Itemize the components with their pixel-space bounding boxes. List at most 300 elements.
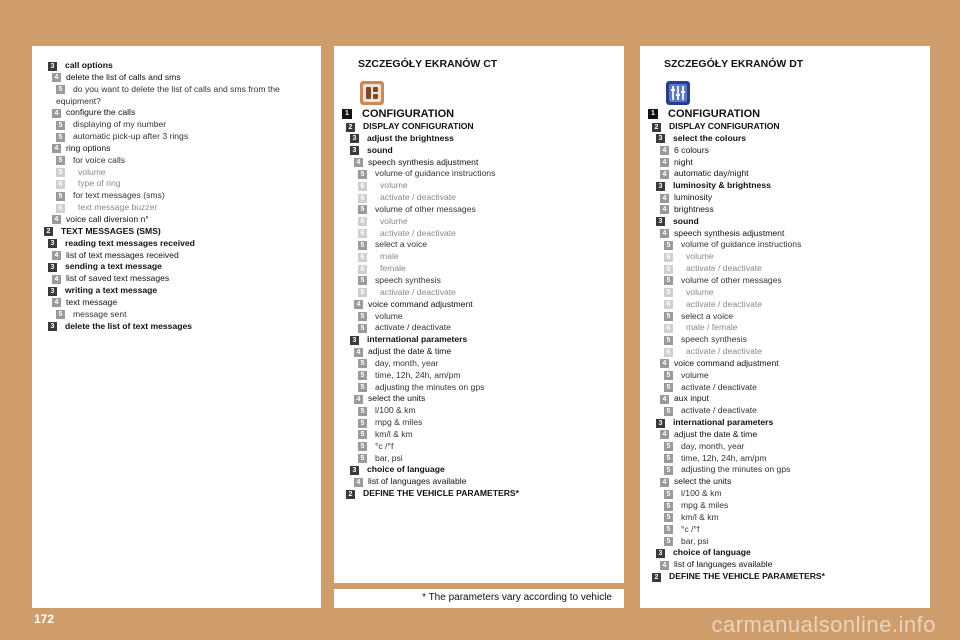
menu-item-level-5 (334, 168, 624, 180)
menu-item-label: day, month, year (681, 440, 745, 451)
menu-item-level-5 (32, 131, 321, 143)
level-badge: 6 (358, 288, 367, 297)
level-badge: 4 (52, 251, 61, 260)
menu-item-level-3 (334, 133, 624, 145)
menu-item-label: speech synthesis adjustment (674, 227, 785, 238)
menu-tree (640, 108, 930, 583)
menu-item-label: volume (380, 215, 408, 226)
menu-item-level-3 (640, 180, 930, 192)
level-badge: 5 (56, 192, 65, 201)
menu-item-label: time, 12h, 24h, am/pm (681, 452, 767, 463)
level-badge: 6 (664, 253, 673, 262)
level-badge: 5 (664, 502, 673, 511)
menu-item-label: for voice calls (73, 154, 126, 165)
menu-item-label: volume (375, 310, 403, 321)
menu-item-label: sending a text message (65, 261, 162, 272)
menu-item-label: luminosity & brightness (673, 180, 771, 191)
menu-item-label: DEFINE THE VEHICLE PARAMETERS* (363, 488, 519, 499)
menu-item-level-4 (32, 250, 321, 262)
menu-item-level-5 (32, 190, 321, 202)
level-badge: 5 (664, 371, 673, 380)
menu-item-label: volume (686, 251, 714, 262)
column-title: SZCZEGÓŁY EKRANÓW CT (358, 58, 498, 70)
menu-item-label: volume of other messages (375, 203, 476, 214)
level-badge: 5 (358, 324, 367, 333)
level-badge: 4 (660, 430, 669, 439)
menu-item-label: speech synthesis adjustment (368, 156, 479, 167)
menu-item-level-3 (640, 547, 930, 559)
menu-item-label: activate / deactivate (681, 381, 757, 392)
level-badge: 6 (358, 217, 367, 226)
menu-item-level-4 (32, 72, 321, 84)
menu-item-label: text message buzzer (78, 202, 158, 213)
menu-item-level-5 (334, 358, 624, 370)
level-badge: 4 (354, 300, 363, 309)
level-badge: 4 (52, 109, 61, 118)
menu-item-label: adjusting the minutes on gps (375, 381, 485, 392)
menu-item-level-6 (640, 322, 930, 334)
menu-item-label: l/100 & km (375, 405, 416, 416)
level-badge: 4 (660, 359, 669, 368)
level-badge: 3 (48, 322, 57, 331)
menu-item-level-3 (640, 417, 930, 429)
level-badge: 4 (660, 146, 669, 155)
menu-item-level-5 (640, 441, 930, 453)
menu-item-label: CONFIGURATION (362, 108, 455, 120)
level-badge: 4 (354, 395, 363, 404)
level-badge: 5 (358, 241, 367, 250)
menu-item-label: volume (78, 166, 106, 177)
level-badge: 5 (664, 276, 673, 285)
level-badge: 5 (358, 419, 367, 428)
menu-item-label: ring options (66, 142, 111, 153)
menu-item-level-4 (640, 358, 930, 370)
level-badge: 5 (358, 371, 367, 380)
menu-item-level-5 (32, 84, 321, 96)
menu-item-level-6 (334, 228, 624, 240)
menu-item-label: male (380, 251, 399, 262)
menu-item-level-5 (334, 429, 624, 441)
menu-item-level-5 (640, 453, 930, 465)
menu-item-label: select the units (674, 476, 732, 487)
menu-item-label: volume of guidance instructions (681, 239, 802, 250)
menu-item-level-4 (334, 346, 624, 358)
level-badge: 3 (48, 239, 57, 248)
menu-item-level-4 (640, 157, 930, 169)
menu-item-level-6 (640, 299, 930, 311)
watermark: carmanualsonline.info (711, 612, 936, 637)
column-title: SZCZEGÓŁY EKRANÓW DT (664, 58, 804, 70)
menu-item-level-6 (32, 167, 321, 179)
menu-item-level-3 (640, 216, 930, 228)
level-badge: 5 (56, 133, 65, 142)
level-badge: 5 (358, 312, 367, 321)
menu-item-level-4 (32, 273, 321, 285)
menu-item-level-3 (640, 133, 930, 145)
menu-item-level-6 (640, 251, 930, 263)
menu-item-level-2 (640, 571, 930, 583)
level-badge: 6 (664, 265, 673, 274)
level-badge: 3 (350, 134, 359, 143)
menu-item-label: speech synthesis (375, 274, 441, 285)
menu-item-level-5 (334, 275, 624, 287)
menu-tree (32, 60, 321, 332)
level-badge: 3 (350, 466, 359, 475)
menu-item-level-5 (640, 311, 930, 323)
menu-item-level-2 (32, 226, 321, 238)
level-badge: 6 (56, 180, 65, 189)
menu-item-label: configure the calls (66, 107, 136, 118)
menu-item-label: l/100 & km (681, 488, 722, 499)
level-badge: 1 (648, 109, 658, 119)
menu-item-label: displaying of my number (73, 119, 167, 130)
menu-column-ct (334, 46, 624, 583)
level-badge: 3 (350, 146, 359, 155)
menu-item-level-5 (640, 488, 930, 500)
menu-item-label: list of saved text messages (66, 273, 170, 284)
level-badge: 5 (56, 156, 65, 165)
level-badge: 4 (660, 205, 669, 214)
menu-item-label: volume of guidance instructions (375, 168, 496, 179)
menu-item-label: select a voice (375, 239, 428, 250)
level-badge: 5 (664, 525, 673, 534)
menu-item-label: bar, psi (681, 535, 709, 546)
menu-item-level-4 (640, 393, 930, 405)
menu-item-label: for text messages (sms) (73, 190, 165, 201)
menu-item-label: choice of language (367, 464, 445, 475)
menu-item-level-6 (334, 192, 624, 204)
menu-item-label: DISPLAY CONFIGURATION (669, 121, 780, 131)
menu-item-level-5 (334, 382, 624, 394)
level-badge: 5 (56, 310, 65, 319)
level-badge: 5 (664, 383, 673, 392)
level-badge: 4 (52, 144, 61, 153)
menu-item-level-5 (32, 309, 321, 321)
menu-item-level-4 (640, 228, 930, 240)
menu-item-label: brightness (674, 203, 714, 214)
menu-item-label: 6 colours (674, 144, 709, 155)
menu-item-label: sound (673, 215, 699, 226)
level-badge: 4 (660, 561, 669, 570)
menu-item-level-5 (334, 441, 624, 453)
level-badge: 6 (358, 182, 367, 191)
level-badge: 4 (52, 275, 61, 284)
menu-item-label: voice command adjustment (674, 357, 779, 368)
menu-item-level-1 (640, 108, 930, 121)
menu-item-label: select the units (368, 393, 426, 404)
menu-item-label: select the colours (673, 132, 747, 143)
menu-item-level-6 (640, 287, 930, 299)
menu-item-level-4 (334, 157, 624, 169)
level-badge: 5 (664, 513, 673, 522)
menu-item-label: km/l & km (375, 428, 413, 439)
menu-item-level-3 (32, 261, 321, 273)
menu-item-level-4 (640, 145, 930, 157)
footnote: * The parameters vary according to vehicle (422, 592, 612, 603)
level-badge: 4 (660, 395, 669, 404)
menu-item-label: adjusting the minutes on gps (681, 464, 791, 475)
menu-item-level-5 (334, 239, 624, 251)
menu-item-level-6 (32, 202, 321, 214)
menu-item-label: writing a text message (65, 285, 158, 296)
menu-item-label: activate / deactivate (686, 263, 762, 274)
menu-item-level-3 (32, 321, 321, 333)
menu-item-level-5 (334, 370, 624, 382)
level-badge: 4 (354, 158, 363, 167)
menu-item-label: delete the list of calls and sms (66, 71, 181, 82)
level-badge: 6 (56, 168, 65, 177)
screen-dt-icon (666, 81, 690, 105)
level-badge: 5 (358, 454, 367, 463)
menu-item-label: volume (686, 286, 714, 297)
level-badge: 6 (664, 288, 673, 297)
menu-item-label: volume of other messages (681, 274, 782, 285)
level-badge: 5 (358, 359, 367, 368)
menu-item-level-5 (640, 512, 930, 524)
level-badge: 3 (656, 134, 665, 143)
menu-item-label: activate / deactivate (681, 405, 757, 416)
menu-item-label: activate / deactivate (380, 227, 456, 238)
menu-item-level-6 (640, 263, 930, 275)
menu-item-level-5 (334, 417, 624, 429)
menu-item-level-6 (640, 346, 930, 358)
menu-item-level-5 (640, 536, 930, 548)
screen-ct-icon (360, 81, 384, 105)
level-badge: 6 (664, 300, 673, 309)
level-badge: 3 (656, 182, 665, 191)
menu-item-label: international parameters (367, 334, 468, 345)
level-badge: 4 (354, 478, 363, 487)
menu-item-level-3 (334, 334, 624, 346)
menu-item-level-4 (334, 299, 624, 311)
menu-item-level-5 (640, 370, 930, 382)
level-badge: 4 (660, 229, 669, 238)
menu-item-level-4 (32, 297, 321, 309)
level-badge: 5 (664, 241, 673, 250)
level-badge: 5 (358, 276, 367, 285)
menu-item-label: adjust the brightness (367, 132, 454, 143)
menu-item-label: DISPLAY CONFIGURATION (363, 121, 474, 131)
menu-item-label: activate / deactivate (380, 192, 456, 203)
menu-item-label: day, month, year (375, 357, 439, 368)
level-badge: 3 (48, 62, 57, 71)
level-badge: 3 (350, 336, 359, 345)
menu-item-level-6 (334, 251, 624, 263)
menu-item-level-4 (32, 214, 321, 226)
menu-item-label: DEFINE THE VEHICLE PARAMETERS* (669, 571, 825, 582)
level-badge: 4 (52, 215, 61, 224)
menu-item-label-continuation: equipment? (56, 95, 101, 106)
menu-item-label: female (380, 263, 406, 274)
menu-item-label: °c /°f (681, 523, 700, 534)
menu-item-level-3 (334, 145, 624, 157)
menu-item-label: select a voice (681, 310, 734, 321)
menu-item-label: mpg & miles (375, 417, 423, 428)
level-badge: 5 (664, 336, 673, 345)
menu-item-label: voice command adjustment (368, 298, 473, 309)
menu-item-level-3 (334, 464, 624, 476)
menu-item-label: call options (65, 60, 113, 70)
level-badge: 6 (358, 265, 367, 274)
level-badge: 4 (660, 478, 669, 487)
menu-item-label: text message (66, 296, 118, 307)
footnote-box (334, 589, 624, 608)
menu-item-label: list of languages available (674, 559, 773, 570)
menu-item-label: automatic pick-up after 3 rings (73, 131, 189, 142)
menu-item-level-5 (334, 405, 624, 417)
menu-item-level-4 (32, 107, 321, 119)
level-badge: 3 (656, 419, 665, 428)
level-badge: 4 (660, 194, 669, 203)
level-badge: 5 (56, 121, 65, 130)
menu-item-label: male / female (686, 322, 738, 333)
level-badge: 6 (664, 324, 673, 333)
menu-item-label: voice call diversion n° (66, 213, 149, 224)
menu-item-label: automatic day/night (674, 168, 749, 179)
menu-item-level-6 (334, 180, 624, 192)
level-badge: 6 (358, 253, 367, 262)
menu-item-label: activate / deactivate (686, 346, 762, 357)
level-badge: 1 (342, 109, 352, 119)
menu-item-label: choice of language (673, 547, 751, 558)
level-badge: 5 (358, 442, 367, 451)
menu-item-label: activate / deactivate (686, 298, 762, 309)
menu-item-label: °c /°f (375, 440, 394, 451)
menu-item-label: adjust the date & time (368, 346, 452, 357)
menu-item-level-2 (334, 121, 624, 133)
menu-item-label: luminosity (674, 192, 713, 203)
menu-item-level-6 (334, 287, 624, 299)
menu-item-level-5 (640, 464, 930, 476)
menu-item-level-5 (640, 405, 930, 417)
level-badge: 6 (358, 194, 367, 203)
menu-item-label: delete the list of text messages (65, 320, 193, 331)
level-badge: 5 (664, 466, 673, 475)
level-badge: 4 (52, 298, 61, 307)
menu-item-level-1 (334, 108, 624, 121)
menu-item-level-2 (334, 488, 624, 500)
menu-item-level-4 (640, 476, 930, 488)
menu-item-label: international parameters (673, 417, 774, 428)
level-badge: 6 (56, 204, 65, 213)
menu-column-dt (640, 46, 930, 608)
menu-item-level-3 (32, 285, 321, 297)
menu-item-label: volume (380, 180, 408, 191)
level-badge: 4 (354, 348, 363, 357)
level-badge: 3 (48, 263, 57, 272)
level-badge: 4 (660, 170, 669, 179)
menu-item-level-4 (334, 476, 624, 488)
level-badge: 3 (656, 217, 665, 226)
level-badge: 2 (346, 123, 355, 132)
page-number: 172 (34, 612, 55, 626)
level-badge: 2 (346, 490, 355, 499)
level-badge: 5 (664, 407, 673, 416)
menu-item-level-4 (32, 143, 321, 155)
level-badge: 6 (664, 348, 673, 357)
level-badge: 2 (652, 573, 661, 582)
level-badge: 5 (358, 205, 367, 214)
menu-item-label: night (674, 156, 693, 167)
menu-item-level-5 (640, 275, 930, 287)
level-badge: 5 (358, 383, 367, 392)
menu-item-level-4 (640, 192, 930, 204)
menu-item-label: aux input (674, 393, 709, 404)
menu-item-level-4 (334, 393, 624, 405)
menu-item-level-4 (640, 559, 930, 571)
level-badge: 5 (358, 407, 367, 416)
menu-item-level-5 (640, 334, 930, 346)
menu-item-label: do you want to delete the list of calls and sms from the (73, 83, 280, 94)
menu-item-label: type of ring (78, 178, 121, 189)
level-badge: 5 (664, 312, 673, 321)
menu-item-level-6 (334, 216, 624, 228)
level-badge: 5 (664, 537, 673, 546)
menu-item-label: bar, psi (375, 452, 403, 463)
menu-item-level-5 (32, 155, 321, 167)
menu-item-level-6 (32, 178, 321, 190)
menu-item-level-4 (640, 168, 930, 180)
menu-item-level-5 (334, 453, 624, 465)
level-badge: 5 (664, 442, 673, 451)
level-badge: 5 (56, 85, 65, 94)
menu-column-calls (32, 46, 321, 608)
menu-item-level-5 (334, 322, 624, 334)
level-badge: 3 (656, 549, 665, 558)
menu-item-level-5 (640, 500, 930, 512)
level-badge: 2 (44, 227, 53, 236)
menu-item-label: volume (681, 369, 709, 380)
menu-item-label: message sent (73, 308, 127, 319)
menu-item-label: km/l & km (681, 511, 719, 522)
menu-item-level-5 (334, 311, 624, 323)
menu-item-label: adjust the date & time (674, 428, 758, 439)
level-badge: 4 (52, 73, 61, 82)
menu-item-label: list of text messages received (66, 249, 179, 260)
menu-item-level-5 (640, 524, 930, 536)
menu-item-level-5 (640, 382, 930, 394)
menu-item-level-5 (334, 204, 624, 216)
level-badge: 5 (358, 170, 367, 179)
menu-item-level-4 (640, 429, 930, 441)
menu-item-label: speech synthesis (681, 334, 747, 345)
level-badge: 6 (358, 229, 367, 238)
menu-item-level-5 (640, 239, 930, 251)
menu-item-label: activate / deactivate (375, 322, 451, 333)
level-badge: 4 (660, 158, 669, 167)
menu-item-label: time, 12h, 24h, am/pm (375, 369, 461, 380)
menu-item-label: activate / deactivate (380, 286, 456, 297)
menu-item-label: TEXT MESSAGES (SMS) (61, 225, 161, 236)
menu-item-label: sound (367, 144, 393, 155)
menu-item-level-3 (32, 238, 321, 250)
level-badge: 5 (358, 430, 367, 439)
menu-item-level-3 (32, 60, 321, 72)
menu-tree (334, 108, 624, 500)
menu-item-label: list of languages available (368, 476, 467, 487)
level-badge: 2 (652, 123, 661, 132)
menu-item-label: CONFIGURATION (668, 108, 761, 120)
menu-item-level-6 (334, 263, 624, 275)
menu-item-label: mpg & miles (681, 500, 729, 510)
menu-item-level-2 (640, 121, 930, 133)
menu-item-level-5 (32, 119, 321, 131)
level-badge: 5 (664, 454, 673, 463)
menu-item-level-4 (640, 204, 930, 216)
level-badge: 5 (664, 490, 673, 499)
level-badge: 3 (48, 287, 57, 296)
menu-item-label: reading text messages received (65, 237, 195, 248)
